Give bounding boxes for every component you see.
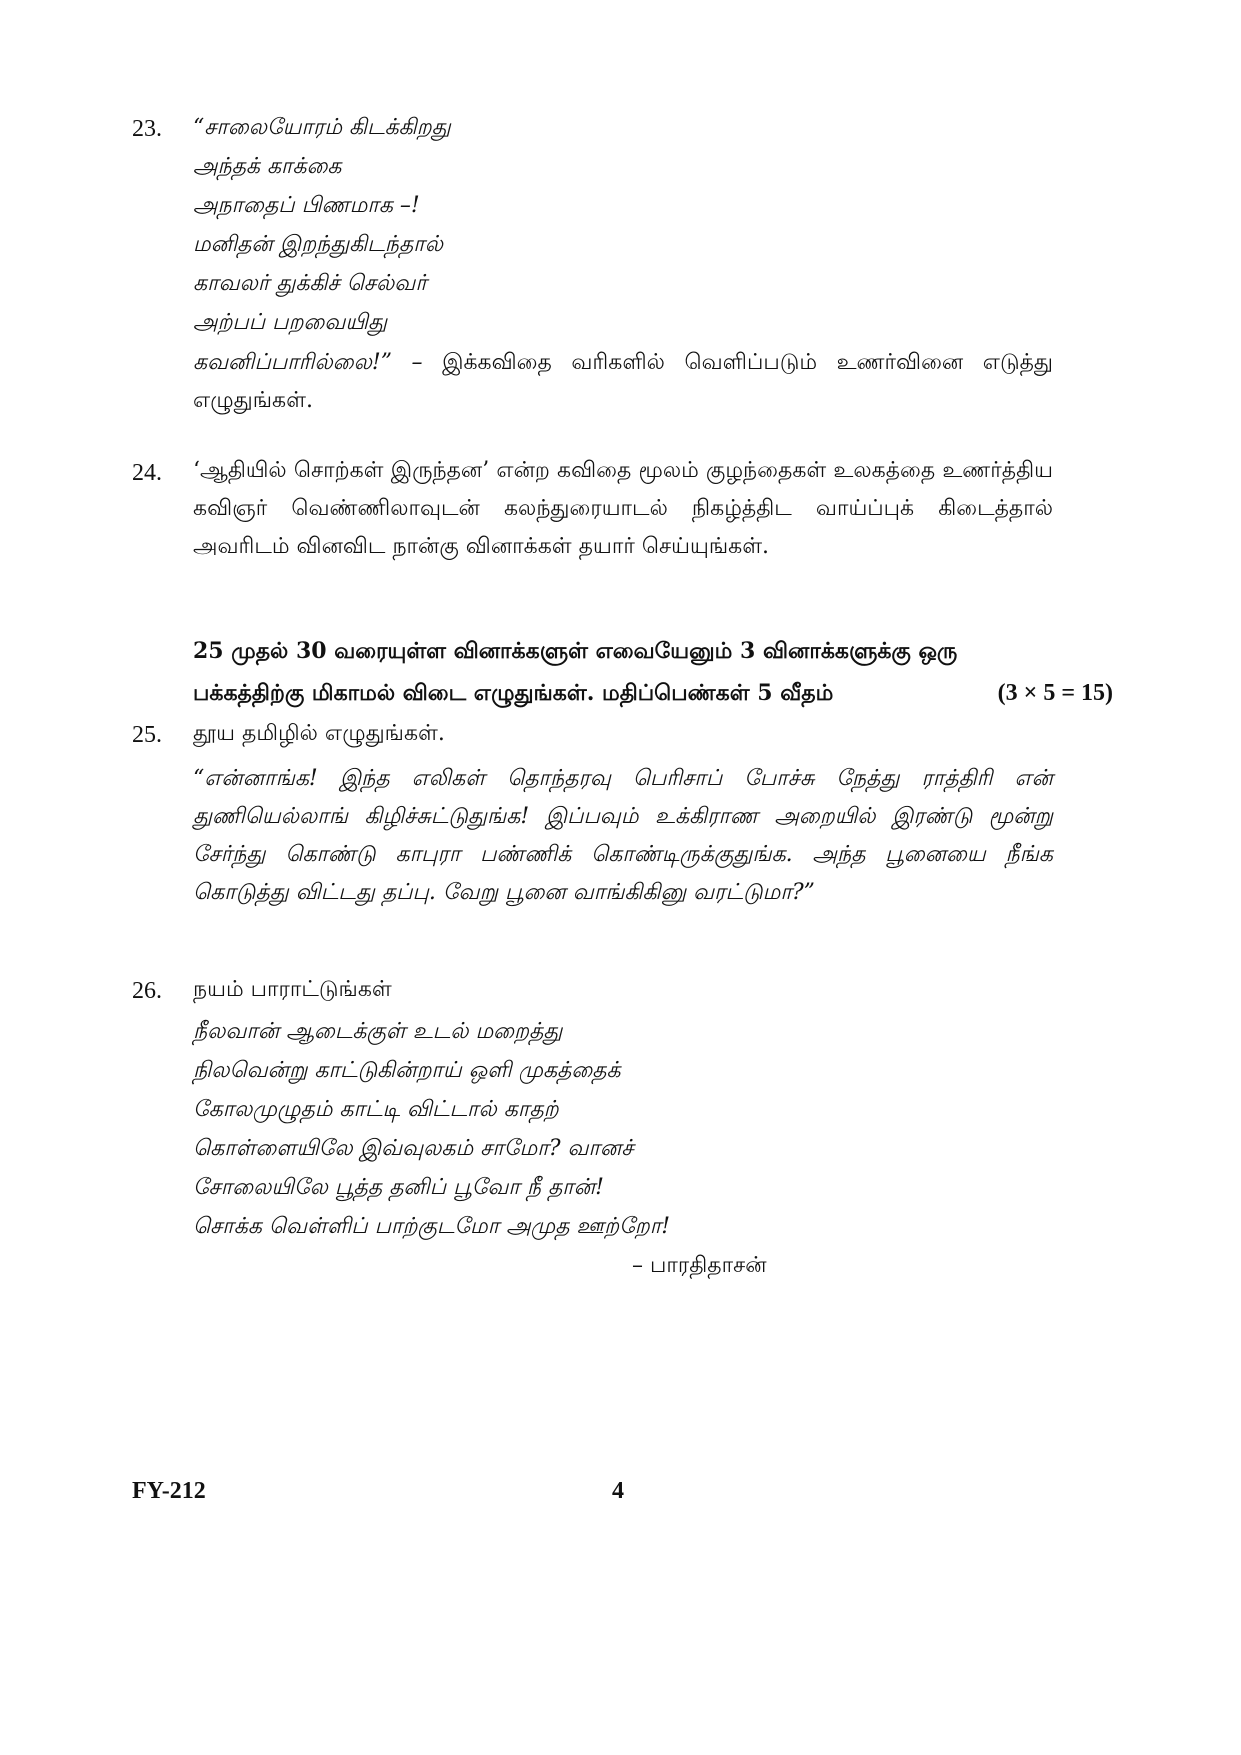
question-23-number: 23. bbox=[132, 116, 162, 142]
q23-line-3: அநாதைப் பிணமாக –! bbox=[193, 193, 420, 218]
instruction-line-2: பக்கத்திற்கு மிகாமல் விடை எழுதுங்கள். மதிப்பெண்கள் 5 வீதம் bbox=[193, 680, 834, 706]
q26-author: – பாரதிதாசன் bbox=[632, 1253, 767, 1278]
question-26-number: 26. bbox=[132, 978, 162, 1004]
q23-line-6: அற்பப் பறவையிது bbox=[193, 310, 388, 335]
instruction-line-1: 25 முதல் 30 வரையுள்ள வினாக்களுள் எவையேனும் 3 வினாக்களுக்கு ஒரு bbox=[193, 638, 958, 664]
question-24-number: 24. bbox=[132, 460, 162, 486]
q23-line-4: மனிதன் இறந்துகிடந்தால் bbox=[193, 232, 443, 257]
section-marks: (3 × 5 = 15) bbox=[997, 680, 1113, 706]
q23-last-line: கவனிப்பாரில்லை!” – bbox=[193, 350, 423, 375]
q26-prompt: நயம் பாராட்டுங்கள் bbox=[193, 977, 392, 1002]
q26-line-1: நீலவான் ஆடைக்குள் உடல் மறைத்து bbox=[193, 1019, 563, 1044]
q26-line-2: நிலவென்று காட்டுகின்றாய் ஒளி முகத்தைக் bbox=[193, 1058, 621, 1083]
q26-line-5: சோலையிலே பூத்த தனிப் பூவோ நீ தான்! bbox=[193, 1175, 604, 1200]
q23-line-5: காவலர் துக்கிச் செல்வர் bbox=[193, 271, 427, 296]
q24-text: ‘ஆதியில் சொற்கள் இருந்தன’ என்ற கவிதை மூலம் குழந்தைகள் உலகத்தை உணர்த்திய கவிஞர் வெண்ணிலாவுடன் கலந்துரையாடல் நிகழ்த்திட வாய்ப்புக் கிடைத்தால் அவரிடம் வினவிட நான்கு வினாக்கள் தயார் செய்யுங்கள். bbox=[193, 458, 1053, 559]
page-number: 4 bbox=[612, 1478, 624, 1504]
footer-code: FY-212 bbox=[132, 1478, 206, 1504]
q26-line-3: கோலமுழுதம் காட்டி விட்டால் காதற் bbox=[193, 1097, 559, 1122]
q23-question-text: இக்கவிதை வரிகளில் வெளிப்படும் உணர்வினை எடுத்து எழுதுங்கள். bbox=[193, 350, 1053, 413]
q25-prompt: தூய தமிழில் எழுதுங்கள். bbox=[193, 721, 445, 746]
q26-line-4: கொள்ளையிலே இவ்வுலகம் சாமோ? வானச் bbox=[193, 1136, 634, 1161]
q23-line-2: அந்தக் காக்கை bbox=[193, 154, 342, 179]
q23-line-1: “சாலையோரம் கிடக்கிறது bbox=[193, 115, 451, 140]
section-instruction bbox=[193, 630, 1113, 714]
q25-passage: “என்னாங்க! இந்த எலிகள் தொந்தரவு பெரிசாப் போச்சு நேத்து ராத்திரி என் துணியெல்லாங் கிழிச்சுட்டுதுங்க! இப்பவும் உக்கிராண அறையில் இரண்டு மூன்று சேர்ந்து கொண்டு காபுரா பண்ணிக் கொண்டிருக்குதுங்க. அந்த பூனையை நீங்க கொடுத்து விட்டது தப்பு. வேறு பூனை வாங்கிகினு வரட்டுமா?” bbox=[193, 766, 1053, 905]
question-25-number: 25. bbox=[132, 722, 162, 748]
q26-line-6: சொக்க வெள்ளிப் பாற்குடமோ அமுத ஊற்றோ! bbox=[193, 1214, 671, 1239]
q23-question bbox=[193, 344, 1053, 420]
